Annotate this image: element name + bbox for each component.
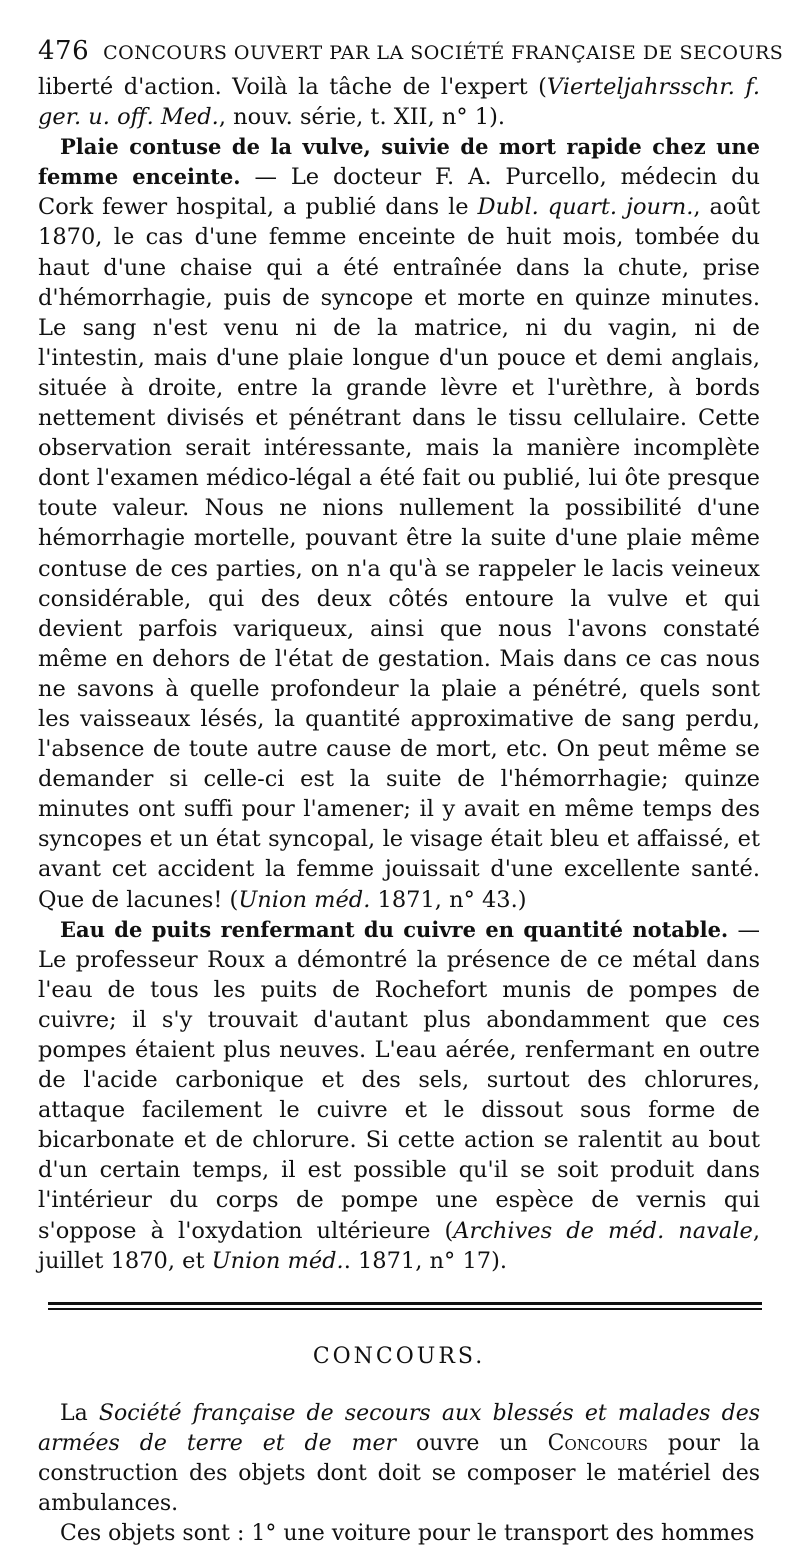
page-header	[38, 36, 784, 66]
article-vulve-wound	[38, 132, 760, 914]
paragraph-continuation	[38, 72, 760, 132]
article2-citation-1: Archives de méd. navale	[453, 1217, 753, 1244]
article2-heading: Eau de puits renfermant du cuivre en quantité notable.	[60, 916, 729, 942]
article2-mid: , juillet 1870, et	[38, 1217, 760, 1274]
article1-tail: 1871, n° 43.)	[370, 886, 527, 913]
article1-journal: Dubl. quart. journ.	[477, 194, 694, 221]
para1-text: liberté d'action. Voilà la tâche de l'expert (	[38, 74, 547, 100]
notice-text-b: pour la construction des objets dont doit se composer le matériel des ambulances.	[38, 1430, 761, 1516]
notice-intro: La	[60, 1400, 99, 1426]
article2-tail: . 1871, n° 17).	[343, 1247, 508, 1274]
article1-heading: Plaie contuse de la vulve, suivie de mort rapide chez une femme enceinte.	[38, 134, 760, 190]
section-title: CONCOURS.	[312, 1343, 486, 1369]
para1-tail: , nouv. série, t. XII, n° 1).	[218, 104, 506, 131]
section-divider	[48, 1302, 762, 1310]
article1-text-a: — Le docteur F. A. Purcello, médecin du Cork fewer hospital, a publié dans le	[38, 164, 760, 221]
article2-citation-2: Union méd.	[211, 1247, 344, 1274]
notice-society: Société française de secours aux blessés et malades des armées de terre et de mer	[38, 1400, 760, 1456]
article1-text-b: , août 1870, le cas d'une femme enceinte de huit mois, tombée du haut d'une chaise qui a été entraînée dans la chute, prise d'hémorrhagie, puis de syncope et morte en quinze minutes. Le sang n'est venu ni de la matrice, ni du vagin, ni de l'intestin, mais d'une plaie longue d'un pouce et demi anglais, située à droite, entre la grande lèvre et l'urèthre, à bords nettement divisés et pénétrant dans le tissu cellulaire. Cette observation serait intéressante, mais la manière incomplète dont l'examen médico-légal a été fait ou publié, lui ôte presque toute valeur. Nous ne nions nullement la possibilité d'une hémorrhagie mortelle, pouvant être la suite d'une plaie même contuse de ces parties, on n'a qu'à se rappeler le lacis veineux considérable, qui des deux côtés entoure la vulve et qui devient parfois variqueux, ainsi que nous l'avons constaté même en dehors de l'état de gestation. Mais dans ce cas nous ne savons à quelle profondeur la plaie a pénétré, quels sont les vaisseaux lésés, la quantité approximative de sang perdu, l'absence de toute autre cause de mort, etc. On peut même se demander si celle-ci est la suite de l'hémorrhagie; quinze minutes ont suffi pour l'amener; il y avait en même temps des syncopes et un état syncopal, le visage était bleu et affaissé, et avant cet accident la femme jouissait d'une excellente santé. Que de lacunes! (	[38, 194, 760, 913]
article1-citation: Union méd.	[238, 886, 371, 913]
concours-notice	[38, 1399, 760, 1519]
article2-text-a: — Le professeur Roux a démontré la présence de ce métal dans l'eau de tous les puits de Rochefort munis de pompes de cuivre; il s'y trouvait d'autant plus abondamment que ces pompes étaient plus neuves. L'eau aérée, renfermant en outre de l'acide carbonique et des sels, surtout des chlorures, attaque facilement le cuivre et le dissout sous forme de bicarbonate et de chlorure. Si cette action se ralentit au bout d'un certain temps, il est possible qu'il se soit produit dans l'intérieur du corps de pompe une espèce de vernis qui s'oppose à l'oxydation ultérieure (	[38, 916, 760, 1244]
notice-objects-line: Ces objets sont : 1° une voiture pour le transport des hommes	[60, 1520, 755, 1546]
notice-concours: Concours	[547, 1430, 648, 1456]
divider-rule-bottom	[48, 1308, 762, 1310]
divider-rule-top	[48, 1302, 762, 1305]
notice-text-a: ouvre un	[396, 1430, 548, 1456]
article-well-water-copper	[38, 915, 760, 1276]
para1-citation: Vierteljahrsschr. f. ger. u. off. Med.	[38, 74, 760, 131]
running-head: CONCOURS OUVERT PAR LA SOCIÉTÉ FRANÇAISE DE SECOURS	[103, 42, 784, 64]
page-number: 476	[38, 36, 90, 66]
